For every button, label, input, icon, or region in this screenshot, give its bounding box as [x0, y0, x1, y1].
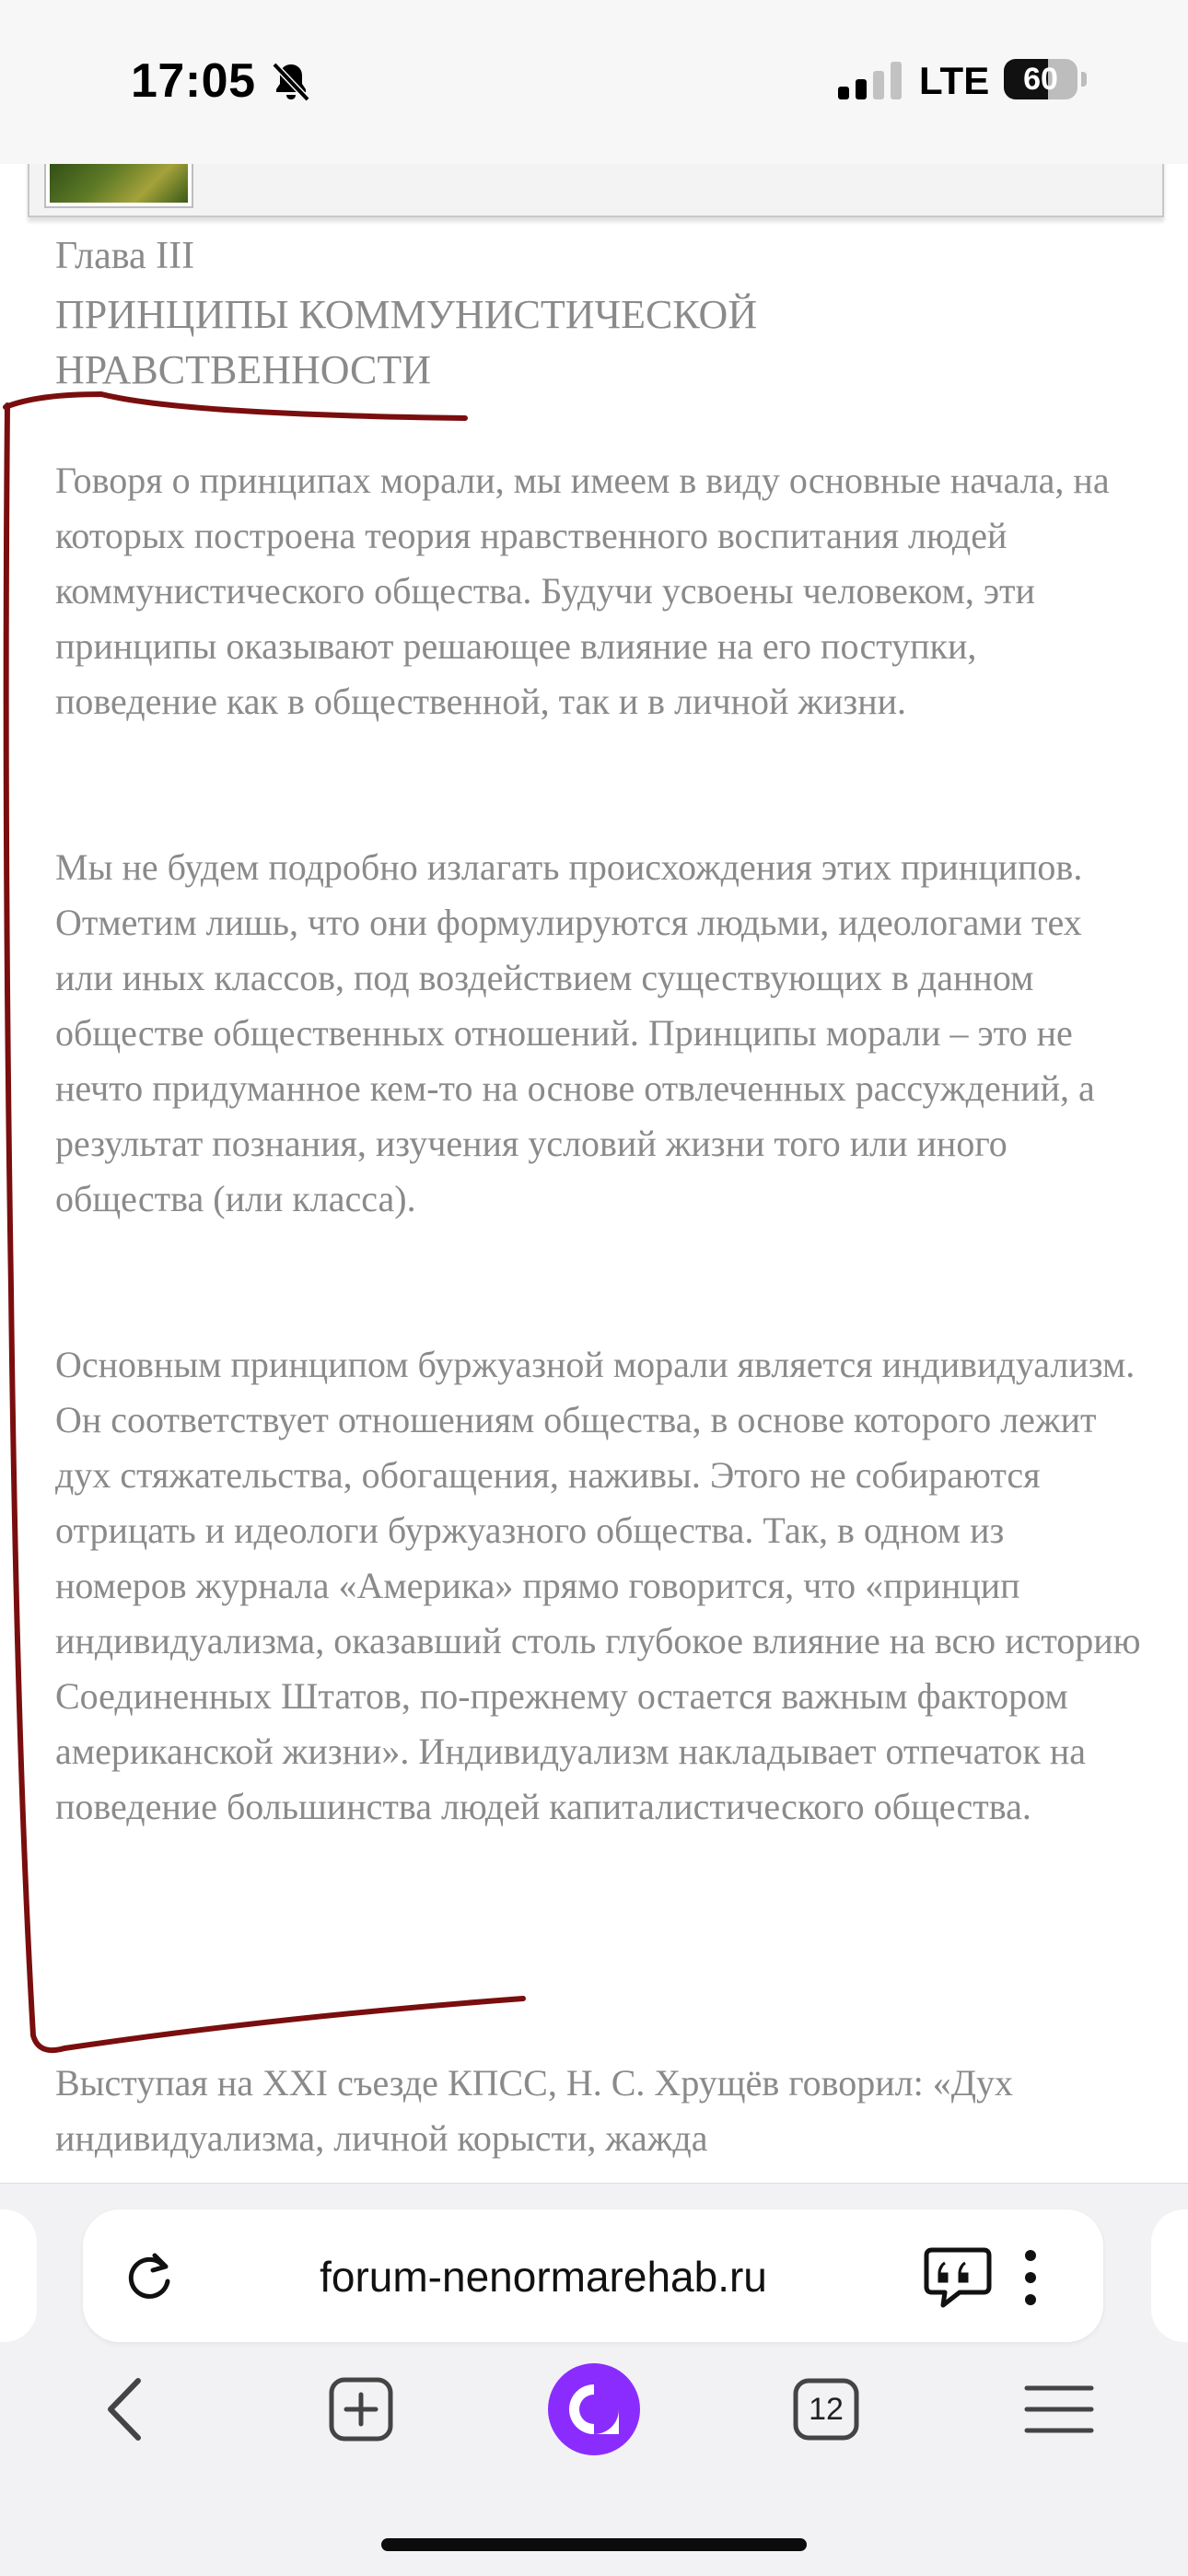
- paragraph: Основным принципом буржуазной морали является индивидуализм. Он соответствует отношениям общества, в основе которого лежит дух стяжательства, обогащения, наживы. Этого не собираются отрицать и идеологи буржуазного общества. Так, в одном из номеров журнала «Америка» прямо говорится, что «принцип индивидуализма, оказавший столь глубокое влияние на всю историю Соединенных Штатов, по-прежнему остается важным фактором американской жизни». Индивидуализм накладывает отпечаток на поведение большинства людей капиталистического общества.: [55, 1344, 1141, 1827]
- address-bar[interactable]: [83, 2209, 1103, 2342]
- status-bar: [0, 0, 1188, 164]
- plus-square-icon[interactable]: [320, 2368, 402, 2451]
- tabs-count: 12: [809, 2392, 844, 2427]
- bell-muted-icon: [269, 59, 313, 103]
- tabs-button[interactable]: [785, 2368, 868, 2451]
- battery-percent: 60: [1023, 62, 1058, 97]
- network-type: LTE: [919, 59, 990, 102]
- more-vertical-icon[interactable]: [1009, 2244, 1052, 2311]
- alice-assistant-icon[interactable]: [545, 2360, 643, 2458]
- chapter-number: Глава III: [55, 235, 195, 277]
- battery-icon: [1004, 59, 1077, 99]
- reload-icon[interactable]: [122, 2248, 179, 2305]
- previous-tab-preview[interactable]: [0, 2209, 37, 2342]
- battery-cap: [1081, 72, 1087, 87]
- article-image-thumbnail[interactable]: [46, 157, 192, 206]
- url-text[interactable]: forum-nenormarehab.ru: [320, 2253, 767, 2301]
- hamburger-menu-icon[interactable]: [1018, 2368, 1101, 2451]
- home-indicator[interactable]: [381, 2538, 807, 2551]
- browser-bottom-bar: [0, 2183, 1188, 2576]
- paragraph: Мы не будем подробно излагать происхождения этих принципов. Отметим лишь, что они формулируются людьми, идеологами тех или иных классов, под воздействием существующих в данном обществе общественных отношений. Принципы морали – это не нечто придуманное кем-то на основе отвлеченных рассуждений, а результат познания, изучения условий жизни того или иного общества (или класса).: [55, 846, 1095, 1219]
- chapter-title: ПРИНЦИПЫ КОММУНИСТИЧЕСКОЙ НРАВСТВЕННОСТИ: [55, 292, 758, 392]
- chevron-left-icon[interactable]: [87, 2368, 169, 2451]
- paragraph: Говоря о принципах морали, мы имеем в виду основные начала, на которых построена теория нравственного воспитания людей коммунистического общества. Будучи усвоены человеком, эти принципы оказывают решающее влияние на его поступки, поведение как в общественной, так и в личной жизни.: [55, 460, 1110, 722]
- cellular-signal-icon: [838, 61, 903, 99]
- next-tab-preview[interactable]: [1151, 2209, 1188, 2342]
- image-frame: [28, 157, 1164, 217]
- quote-icon[interactable]: [923, 2246, 993, 2309]
- paragraph: Выступая на XXI съезде КПСС, Н. С. Хрущёв говорил: «Дух индивидуализма, личной корысти, жажда: [55, 2062, 1014, 2159]
- status-time: 17:05: [131, 54, 256, 108]
